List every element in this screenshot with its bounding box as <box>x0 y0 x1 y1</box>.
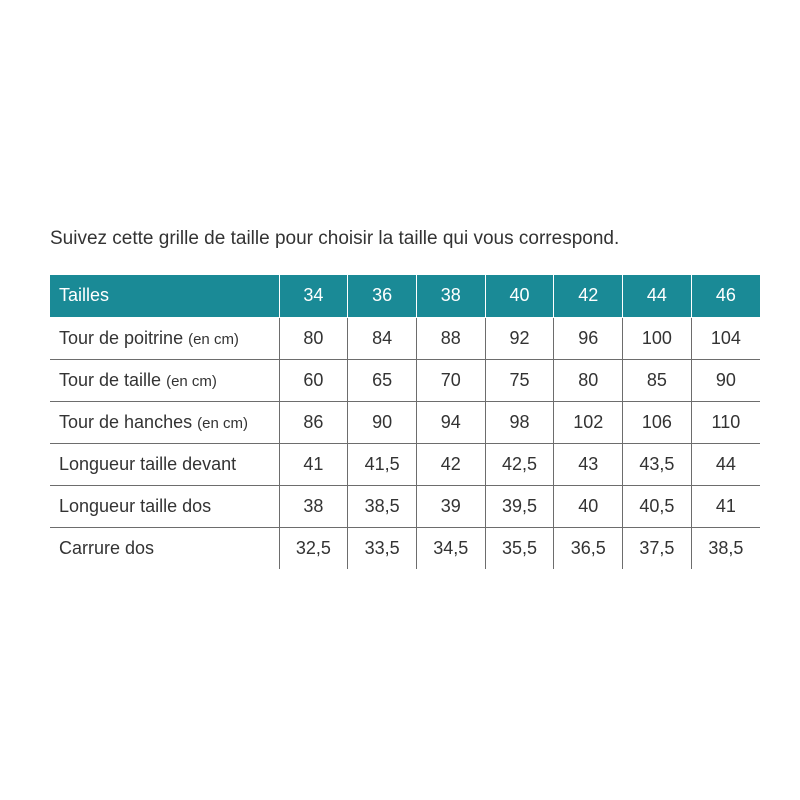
row-label-text: Carrure dos <box>59 537 155 558</box>
table-row-carrure-dos <box>50 527 760 569</box>
table-cell: 32,5 <box>279 527 348 569</box>
row-unit: (en cm) <box>188 330 239 348</box>
table-cell: 34,5 <box>416 527 485 569</box>
row-label-text: Longueur taille dos <box>59 495 212 516</box>
row-label-text: Longueur taille devant <box>59 453 237 474</box>
table-cell: 60 <box>279 359 348 401</box>
table-cell: 65 <box>348 359 417 401</box>
table-cell: 84 <box>348 317 417 359</box>
table-row-longueur-taille-devant <box>50 443 760 485</box>
row-label <box>50 527 279 569</box>
table-cell: 36,5 <box>554 527 623 569</box>
table-cell: 75 <box>485 359 554 401</box>
row-label-text: Tour de poitrine <box>59 327 184 348</box>
row-label <box>50 443 279 485</box>
table-cell: 104 <box>691 317 760 359</box>
header-sizes-label: Tailles <box>59 285 110 306</box>
table-cell: 38 <box>279 485 348 527</box>
table-cell: 94 <box>416 401 485 443</box>
row-label <box>50 359 279 401</box>
table-row-tour-de-taille <box>50 359 760 401</box>
table-cell: 70 <box>416 359 485 401</box>
table-header-row <box>50 275 760 317</box>
table-cell: 80 <box>279 317 348 359</box>
table-cell: 38,5 <box>348 485 417 527</box>
table-cell: 41,5 <box>348 443 417 485</box>
header-size-46: 46 <box>691 275 760 317</box>
table-cell: 42 <box>416 443 485 485</box>
header-size-44: 44 <box>623 275 692 317</box>
table-cell: 80 <box>554 359 623 401</box>
table-cell: 43,5 <box>623 443 692 485</box>
row-label <box>50 317 279 359</box>
header-size-34: 34 <box>279 275 348 317</box>
header-size-38: 38 <box>416 275 485 317</box>
table-cell: 43 <box>554 443 623 485</box>
row-unit: (en cm) <box>166 372 217 390</box>
header-size-36: 36 <box>348 275 417 317</box>
table-cell: 44 <box>691 443 760 485</box>
table-cell: 98 <box>485 401 554 443</box>
table-cell: 40 <box>554 485 623 527</box>
table-cell: 35,5 <box>485 527 554 569</box>
header-size-42: 42 <box>554 275 623 317</box>
table-cell: 33,5 <box>348 527 417 569</box>
table-cell: 102 <box>554 401 623 443</box>
row-unit: (en cm) <box>197 414 248 432</box>
table-cell: 90 <box>348 401 417 443</box>
table-row-longueur-taille-dos <box>50 485 760 527</box>
table-cell: 90 <box>691 359 760 401</box>
table-row-tour-de-hanches <box>50 401 760 443</box>
table-cell: 39 <box>416 485 485 527</box>
table-cell: 40,5 <box>623 485 692 527</box>
row-label-text: Tour de hanches <box>59 411 193 432</box>
table-cell: 88 <box>416 317 485 359</box>
table-cell: 39,5 <box>485 485 554 527</box>
table-cell: 41 <box>691 485 760 527</box>
table-cell: 96 <box>554 317 623 359</box>
row-label <box>50 401 279 443</box>
row-label <box>50 485 279 527</box>
table-cell: 100 <box>623 317 692 359</box>
table-cell: 110 <box>691 401 760 443</box>
table-cell: 86 <box>279 401 348 443</box>
table-cell: 37,5 <box>623 527 692 569</box>
table-cell: 85 <box>623 359 692 401</box>
table-cell: 42,5 <box>485 443 554 485</box>
table-row-tour-de-poitrine <box>50 317 760 359</box>
row-label-text: Tour de taille <box>59 369 162 390</box>
table-cell: 38,5 <box>691 527 760 569</box>
table-cell: 92 <box>485 317 554 359</box>
header-size-40: 40 <box>485 275 554 317</box>
size-chart-table <box>50 275 760 569</box>
intro-text: Suivez cette grille de taille pour choisir la taille qui vous correspond. <box>50 228 620 249</box>
table-cell: 41 <box>279 443 348 485</box>
table-cell: 106 <box>623 401 692 443</box>
